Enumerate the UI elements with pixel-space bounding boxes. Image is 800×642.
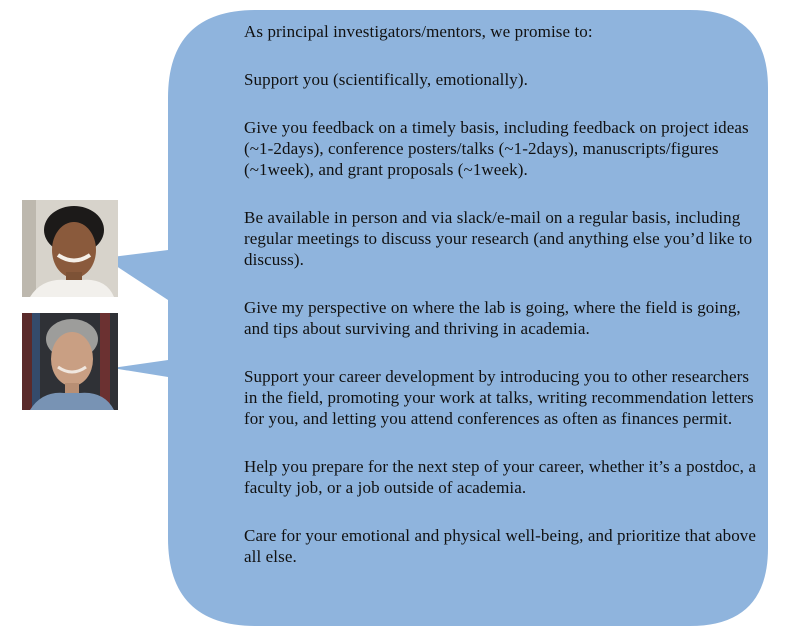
promise-next-step: Help you prepare for the next step of your career, whether it’s a postdoc, a faculty job, or a job outside of academia. bbox=[244, 457, 757, 497]
person-photo-icon bbox=[22, 313, 118, 410]
intro-paragraph: As principal investigators/mentors, we promise to: bbox=[244, 22, 593, 41]
promise-availability: Be available in person and via slack/e-mail on a regular basis, including regular meetings to discuss your research (and anything else you’d like to discuss). bbox=[244, 208, 753, 269]
promise-support: Support you (scientifically, emotionally). bbox=[244, 70, 529, 89]
promise-perspective: Give my perspective on where the lab is going, where the field is going, and tips about surviving and thriving in academia. bbox=[244, 298, 741, 338]
promise-career-development: Support your career development by introducing you to other researchers in the field, promoting your work at talks, writing recommendation letters for you, and letting you attend conferences as often as finances permit. bbox=[244, 367, 754, 428]
mentor-promises-text bbox=[244, 21, 764, 594]
promise-well-being: Care for your emotional and physical well-being, and prioritize that above all else. bbox=[244, 526, 757, 566]
mentor-photo-2 bbox=[22, 313, 118, 410]
promise-feedback: Give you feedback on a timely basis, including feedback on project ideas (~1-2days), conference posters/talks (~1-2days), manuscripts/figures (~1week), and grant proposals (~1week). bbox=[244, 118, 749, 179]
mentor-photo-1 bbox=[22, 200, 118, 297]
person-photo-icon bbox=[22, 200, 118, 297]
